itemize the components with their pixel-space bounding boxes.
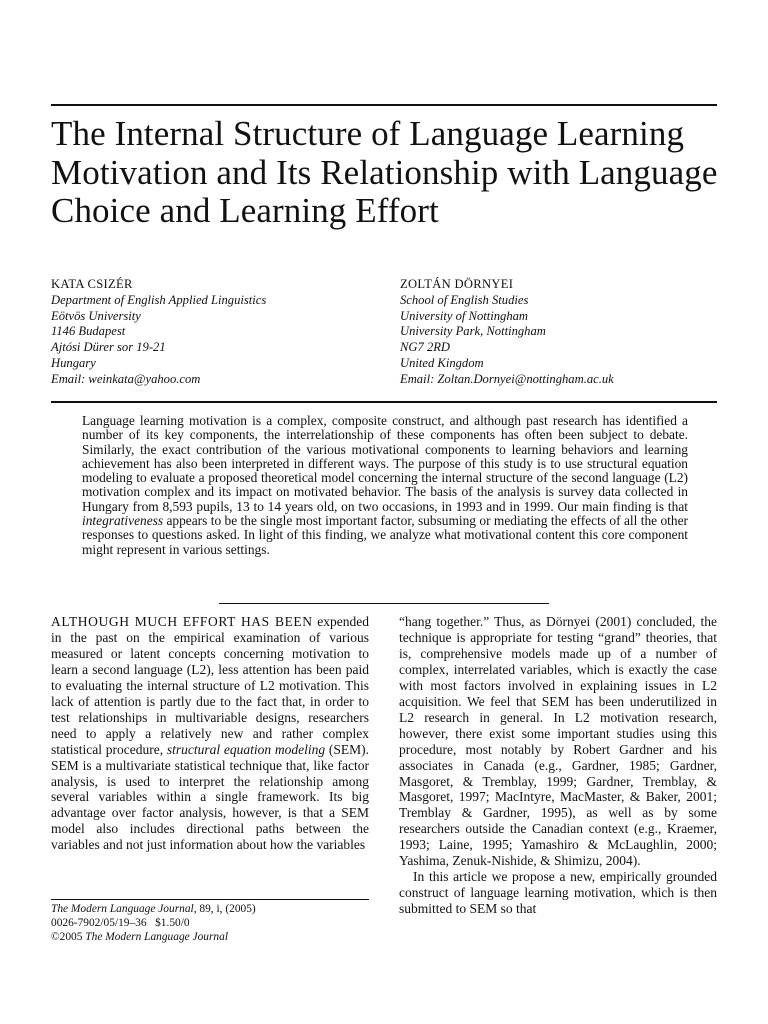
author-name: KATA CSIZÉR	[51, 277, 133, 291]
author-affiliation: Department of English Applied Linguistics	[51, 292, 267, 307]
body-emphasis: structural equation modeling	[166, 741, 326, 757]
author-country: United Kingdom	[400, 355, 484, 370]
abstract-text: Language learning motivation is a complex, composite construct, and although past research has identified a number of its key components, the interrelationship of these components has often been subject to debate. Similarly, the exact contribution of the various motivational components to learning behaviors and learning achievement has also been interpreted in different ways. The purpose of this study is to use structural equation modeling to evaluate a proposed theoretical model concerning the internal structure of the second language (L2) motivation complex and its impact on motivated behavior. The basis of the analysis is survey data collected in Hungary from 8,593 pupils, 13 to 14 years old, on two occasions, in 1993 and in 1999. Our main finding is that	[82, 413, 688, 514]
author-affiliation: School of English Studies	[400, 292, 529, 307]
body-column-right	[399, 614, 717, 917]
journal-name: The Modern Language Journal	[51, 903, 194, 915]
author-block-1	[51, 277, 266, 388]
copyright-prefix: ©2005	[51, 931, 86, 943]
author-email: Email: Zoltan.Dornyei@nottingham.ac.uk	[400, 371, 614, 386]
abstract-text: appears to be the single most important factor, subsuming or mediating the effects of all the other responses to questions asked. In light of this finding, we analyze what motivational content this core component might represent in various settings.	[82, 513, 688, 557]
copyright-journal: The Modern Language Journal	[85, 931, 228, 943]
body-text: (SEM). SEM is a multivariate statistical technique that, like factor analysis, is used to interpret the relationship among several variables within a single framework. Its big advantage over factor analysis, however, is that a SEM model also includes directional paths between the variables and not just information about how the variables	[51, 741, 369, 853]
lead-in-caps: ALTHOUGH MUCH EFFORT HAS BEEN	[51, 614, 313, 629]
abstract	[82, 414, 688, 557]
author-address: Ajtósi Dürer sor 19-21	[51, 340, 166, 355]
footnote-rule	[51, 899, 369, 900]
abstract-rule	[51, 401, 717, 403]
issn-price: 0026-7902/05/19–36 $1.50/0	[51, 917, 190, 929]
copyright-line	[51, 930, 256, 944]
paper-title: The Internal Structure of Language Learning Motivation and Its Relationship with Language Choice and Learning Effort	[51, 114, 718, 230]
author-address: 1146 Budapest	[51, 324, 126, 339]
header-rule	[51, 104, 717, 106]
abstract-emphasis: integrativeness	[82, 513, 164, 529]
journal-footnote	[51, 902, 256, 944]
body-paragraph	[51, 614, 369, 853]
body-paragraph: “hang together.” Thus, as Dörnyei (2001) concluded, the technique is appropriate for testing “grand” theories, that is, comprehensive models made up of a number of complex, interrelated variables, which is exactly the case with most factors involved in explaining issues in L2 acquisition. We feel that SEM has been underutilized in L2 research in general. In L2 motivation research, however, there exist some important studies using this procedure, most notably by Robert Gardner and his associates in Canada (e.g., Gardner, 1985; Gardner, Masgoret, & Tremblay, 1999; Gardner, Tremblay, & Masgoret, 1997; MacIntyre, MacMaster, & Baker, 2001; Tremblay & Gardner, 1995), as well as by some researchers outside the Canadian context (e.g., Kraemer, 1993; Laine, 1995; Yamashiro & McLaughlin, 2000; Yashima, Zenuk-Nishide, & Shimizu, 2004).	[399, 614, 717, 869]
body-column-left	[51, 614, 369, 886]
author-name: ZOLTÁN DÖRNYEI	[400, 277, 514, 291]
journal-volume: , 89, i, (2005)	[193, 903, 256, 915]
section-divider	[219, 603, 549, 604]
author-email: Email: weinkata@yahoo.com	[51, 371, 201, 386]
body-text: expended in the past on the empirical examination of various measured or latent concepts concerning motivation to learn a second language (L2), less attention has been paid to evaluating the internal structure of L2 motivation. This lack of attention is partly due to the fact that, in order to test relationships in multivariable designs, researchers need to apply a relatively new and rather complex statistical procedure,	[51, 614, 369, 757]
journal-citation	[51, 902, 256, 916]
body-paragraph: In this article we propose a new, empirically grounded construct of language learning motivation, which is then submitted to SEM so that	[399, 869, 717, 917]
author-address: University Park, Nottingham	[400, 324, 546, 339]
author-affiliation: University of Nottingham	[400, 308, 529, 323]
author-address: NG7 2RD	[400, 340, 451, 355]
author-block-2	[400, 277, 614, 388]
author-affiliation: Eötvös University	[51, 308, 141, 323]
author-country: Hungary	[51, 355, 96, 370]
